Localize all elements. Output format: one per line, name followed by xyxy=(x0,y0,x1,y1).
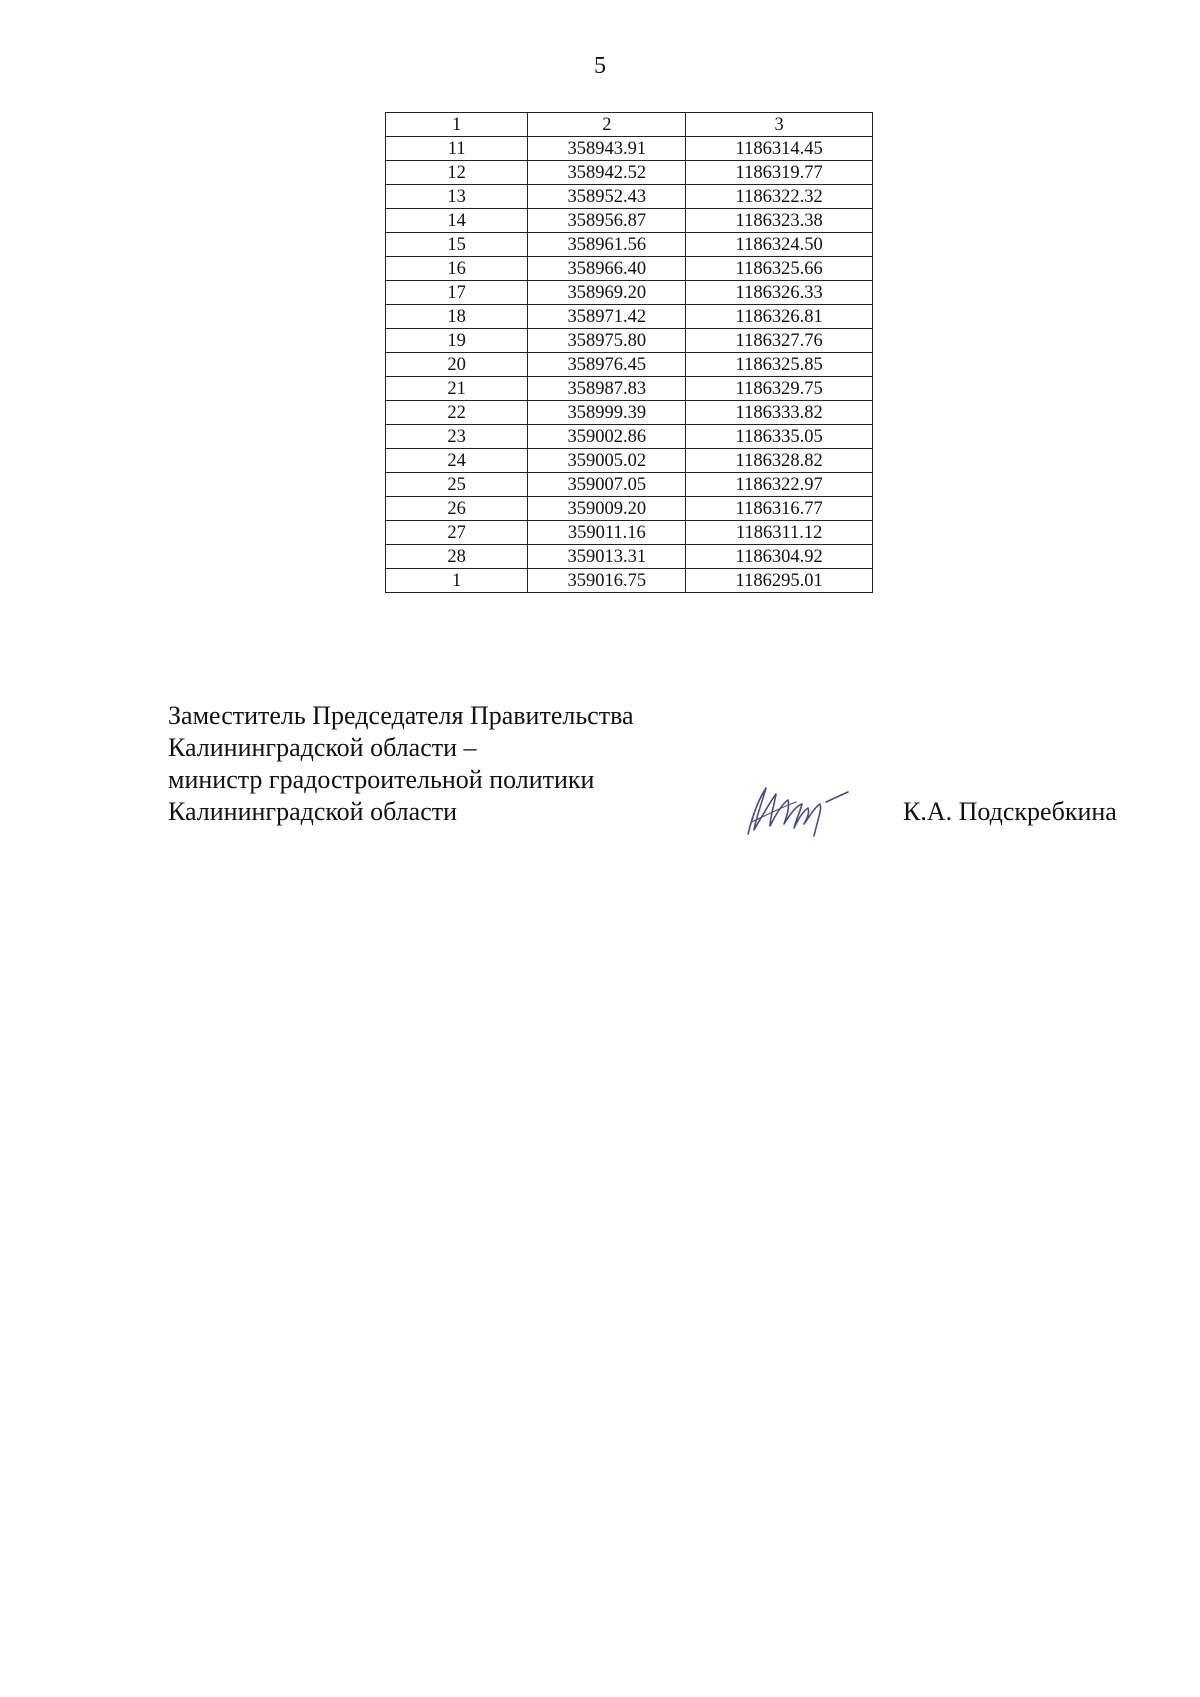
table-row xyxy=(386,449,873,473)
x-coordinate-cell: 359013.31 xyxy=(528,545,686,569)
x-coordinate-cell: 359016.75 xyxy=(528,569,686,593)
point-number-cell: 21 xyxy=(386,377,528,401)
x-coordinate-cell: 359009.20 xyxy=(528,497,686,521)
table-row xyxy=(386,209,873,233)
y-coordinate-cell: 1186322.97 xyxy=(686,473,873,497)
y-coordinate-cell: 1186311.12 xyxy=(686,521,873,545)
point-number-cell: 11 xyxy=(386,137,528,161)
y-coordinate-cell: 1186329.75 xyxy=(686,377,873,401)
y-coordinate-cell: 1186324.50 xyxy=(686,233,873,257)
table-row xyxy=(386,233,873,257)
x-coordinate-cell: 358999.39 xyxy=(528,401,686,425)
y-coordinate-cell: 1186323.38 xyxy=(686,209,873,233)
x-coordinate-cell: 358975.80 xyxy=(528,329,686,353)
handwritten-signature xyxy=(740,778,855,840)
table-row xyxy=(386,377,873,401)
position-title-line-1: Заместитель Председателя Правительства xyxy=(168,701,634,730)
table-row xyxy=(386,425,873,449)
y-coordinate-cell: 1186319.77 xyxy=(686,161,873,185)
signer-name: К.А. Подскребкина xyxy=(903,797,1117,826)
point-number-cell: 25 xyxy=(386,473,528,497)
point-number-cell: 24 xyxy=(386,449,528,473)
table-row xyxy=(386,281,873,305)
table-row xyxy=(386,329,873,353)
y-coordinate-cell: 1186326.33 xyxy=(686,281,873,305)
y-coordinate-cell: 1186326.81 xyxy=(686,305,873,329)
page-number: 5 xyxy=(594,53,606,79)
position-title-line-4: Калининградской области xyxy=(168,797,458,826)
y-coordinate-cell: 1186335.05 xyxy=(686,425,873,449)
y-coordinate-cell: 1186325.85 xyxy=(686,353,873,377)
x-coordinate-cell: 358961.56 xyxy=(528,233,686,257)
table-body xyxy=(386,113,873,593)
table-row xyxy=(386,185,873,209)
table-row xyxy=(386,569,873,593)
point-number-cell: 27 xyxy=(386,521,528,545)
table-row xyxy=(386,353,873,377)
point-number-cell: 1 xyxy=(386,569,528,593)
table-row xyxy=(386,497,873,521)
table-row xyxy=(386,305,873,329)
coordinates-table xyxy=(385,112,873,593)
table-row xyxy=(386,137,873,161)
x-coordinate-cell: 358942.52 xyxy=(528,161,686,185)
point-number-cell: 20 xyxy=(386,353,528,377)
y-coordinate-cell: 1186295.01 xyxy=(686,569,873,593)
x-coordinate-cell: 358966.40 xyxy=(528,257,686,281)
column-header-1: 1 xyxy=(386,113,528,137)
position-title-line-3: министр градостроительной политики xyxy=(168,765,595,794)
x-coordinate-cell: 359007.05 xyxy=(528,473,686,497)
x-coordinate-cell: 359005.02 xyxy=(528,449,686,473)
x-coordinate-cell: 358976.45 xyxy=(528,353,686,377)
signature-block xyxy=(168,700,634,828)
x-coordinate-cell: 358971.42 xyxy=(528,305,686,329)
point-number-cell: 12 xyxy=(386,161,528,185)
point-number-cell: 28 xyxy=(386,545,528,569)
table-row xyxy=(386,161,873,185)
point-number-cell: 16 xyxy=(386,257,528,281)
table-row xyxy=(386,545,873,569)
y-coordinate-cell: 1186304.92 xyxy=(686,545,873,569)
table-row xyxy=(386,257,873,281)
x-coordinate-cell: 358943.91 xyxy=(528,137,686,161)
y-coordinate-cell: 1186316.77 xyxy=(686,497,873,521)
y-coordinate-cell: 1186328.82 xyxy=(686,449,873,473)
point-number-cell: 15 xyxy=(386,233,528,257)
x-coordinate-cell: 358987.83 xyxy=(528,377,686,401)
table-row xyxy=(386,521,873,545)
point-number-cell: 17 xyxy=(386,281,528,305)
table-row xyxy=(386,473,873,497)
table-row xyxy=(386,401,873,425)
column-header-2: 2 xyxy=(528,113,686,137)
y-coordinate-cell: 1186333.82 xyxy=(686,401,873,425)
point-number-cell: 18 xyxy=(386,305,528,329)
position-title-line-2: Калининградской области – xyxy=(168,733,477,762)
y-coordinate-cell: 1186327.76 xyxy=(686,329,873,353)
y-coordinate-cell: 1186314.45 xyxy=(686,137,873,161)
x-coordinate-cell: 358952.43 xyxy=(528,185,686,209)
x-coordinate-cell: 358956.87 xyxy=(528,209,686,233)
point-number-cell: 23 xyxy=(386,425,528,449)
y-coordinate-cell: 1186322.32 xyxy=(686,185,873,209)
point-number-cell: 19 xyxy=(386,329,528,353)
x-coordinate-cell: 359002.86 xyxy=(528,425,686,449)
table-header-row xyxy=(386,113,873,137)
column-header-3: 3 xyxy=(686,113,873,137)
point-number-cell: 26 xyxy=(386,497,528,521)
point-number-cell: 22 xyxy=(386,401,528,425)
y-coordinate-cell: 1186325.66 xyxy=(686,257,873,281)
point-number-cell: 14 xyxy=(386,209,528,233)
point-number-cell: 13 xyxy=(386,185,528,209)
x-coordinate-cell: 358969.20 xyxy=(528,281,686,305)
x-coordinate-cell: 359011.16 xyxy=(528,521,686,545)
